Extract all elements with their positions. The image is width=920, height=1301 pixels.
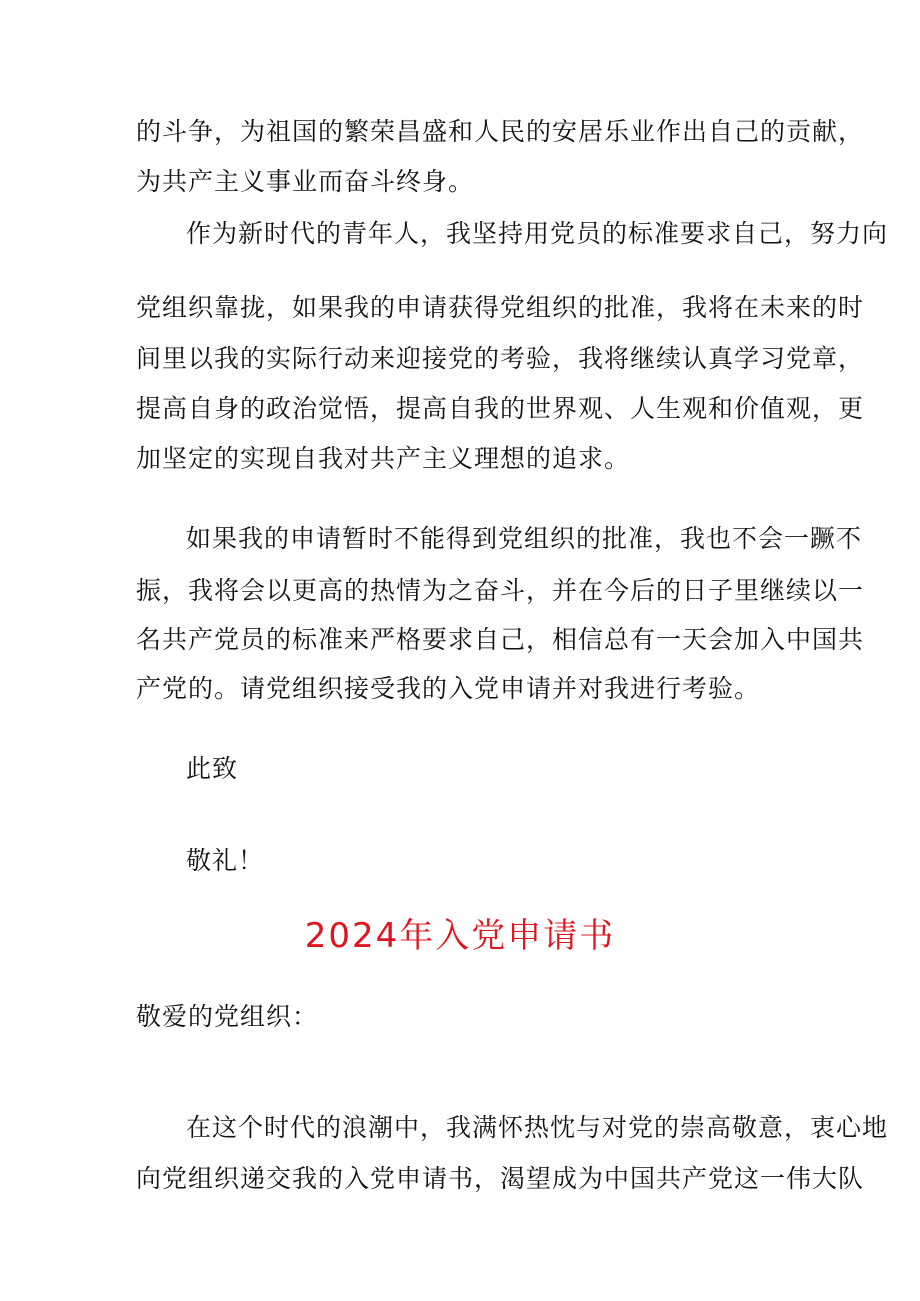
paragraph-line: 提高自身的政治觉悟，提高自我的世界观、人生观和价值观，更	[136, 394, 865, 423]
paragraph-line: 产党的。请党组织接受我的入党申请并对我进行考验。	[136, 674, 761, 703]
salutation: 敬爱的党组织：	[136, 1002, 319, 1031]
paragraph-line: 作为新时代的青年人，我坚持用党员的标准要求自己，努力向	[186, 219, 889, 248]
paragraph-line: 党组织靠拢，如果我的申请获得党组织的批准，我将在未来的时	[136, 293, 865, 322]
paragraph-line: 的斗争，为祖国的繁荣昌盛和人民的安居乐业作出自己的贡献，	[136, 117, 865, 146]
closing-line: 敬礼！	[186, 846, 265, 875]
paragraph-line: 为共产主义事业而奋斗终身。	[136, 167, 475, 196]
paragraph-line: 名共产党员的标准来严格要求自己，相信总有一天会加入中国共	[136, 625, 865, 654]
paragraph-line: 加坚定的实现自我对共产主义理想的追求。	[136, 444, 631, 473]
paragraph-line: 在这个时代的浪潮中，我满怀热忱与对党的崇高敬意，衷心地	[186, 1113, 889, 1142]
document-title: 2024年入党申请书	[304, 916, 616, 956]
closing-line: 此致	[186, 754, 239, 783]
paragraph-line: 振，我将会以更高的热情为之奋斗，并在今后的日子里继续以一	[136, 576, 865, 605]
paragraph-line: 如果我的申请暂时不能得到党组织的批准，我也不会一蹶不	[186, 524, 863, 553]
paragraph-line: 间里以我的实际行动来迎接党的考验，我将继续认真学习党章，	[136, 344, 865, 373]
paragraph-line: 向党组织递交我的入党申请书，渴望成为中国共产党这一伟大队	[136, 1164, 865, 1193]
